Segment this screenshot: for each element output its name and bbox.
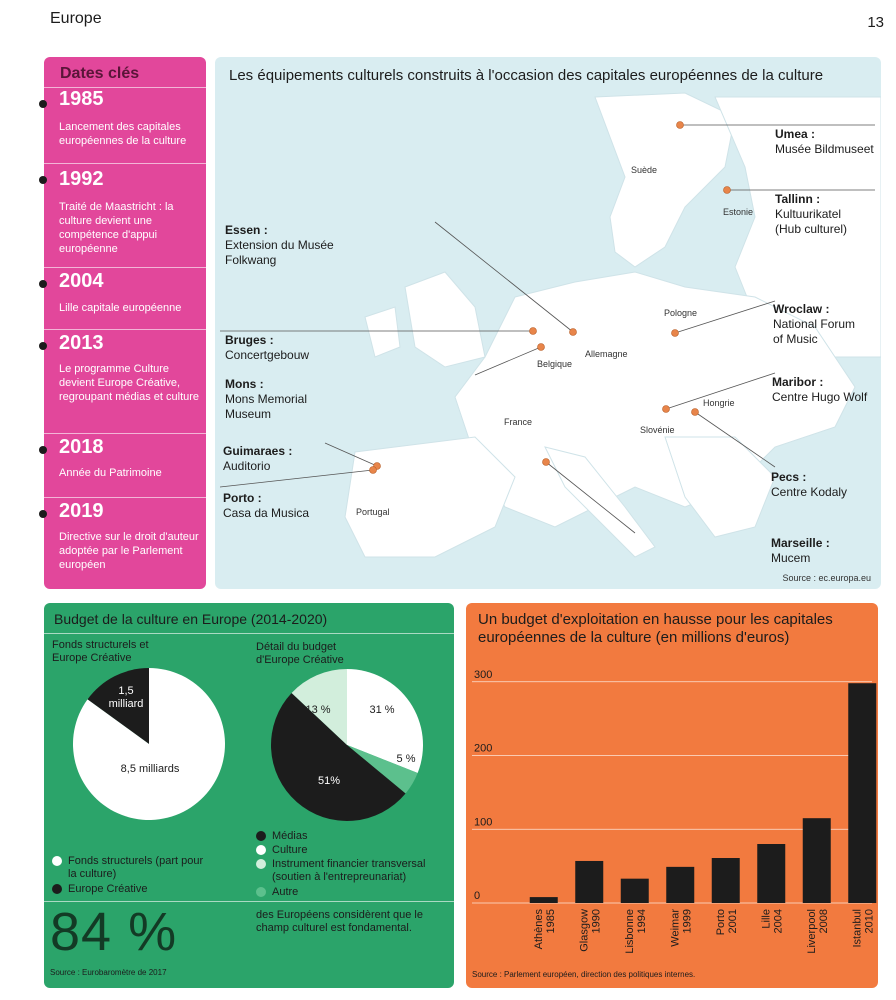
pie2: [271, 669, 423, 821]
city-essen-venue: Extension du Musée Folkwang: [225, 238, 334, 267]
country-label: Belgique: [537, 359, 573, 369]
bar-xlabel-city: Istanbul: [851, 909, 864, 948]
bar-7: [848, 683, 876, 903]
bar-source: Source : Parlement européen, direction des politiques internes.: [472, 970, 696, 979]
legend2-medias: Médias: [272, 830, 308, 842]
bar-xlabel-city: Weimar: [669, 909, 682, 947]
timeline-panel: [44, 57, 206, 589]
legend2-ift: Instrument financier transversal (soutien à l'entrepreunariat): [272, 858, 426, 883]
stat-desc: des Européens considèrent que le champ culturel est fondamental.: [256, 909, 423, 934]
bar-6: [803, 818, 831, 903]
country-label: Estonie: [723, 207, 754, 217]
timeline-dot: [39, 446, 47, 454]
city-umea-name: Umea :: [775, 127, 816, 141]
land-scandinavia: [595, 93, 735, 267]
city-wroclaw-venue: National Forum of Music: [773, 317, 856, 346]
country-label: Pologne: [664, 308, 698, 318]
bar-xlabel-city: Porto: [714, 909, 727, 936]
bar-1: [575, 861, 603, 903]
country-label: Hongrie: [703, 398, 735, 408]
map-title: Les équipements culturels construits à l'occasion des capitales européennes de la culture: [229, 67, 824, 84]
country-label: Slovénie: [640, 425, 675, 435]
bar-xlabel-year: 2001: [726, 909, 739, 934]
land-iberia: [345, 437, 515, 557]
legend1-ec: Europe Créative: [68, 883, 148, 895]
page-header: Europe: [50, 10, 102, 27]
timeline-title: Dates clés: [60, 65, 140, 82]
pin-marseille: [543, 459, 550, 466]
timeline-year: 2004: [59, 270, 104, 292]
country-label: Allemagne: [585, 349, 628, 359]
bar-bars: [530, 683, 877, 903]
page-number: 13: [867, 14, 884, 31]
bar-xlabel-year: 1999: [681, 909, 694, 934]
city-wroclaw-name: Wroclaw :: [773, 302, 830, 316]
city-tallinn-venue: Kultuurikatel (Hub culturel): [775, 207, 848, 236]
city-maribor-name: Maribor :: [772, 375, 824, 389]
city-mons-name: Mons :: [225, 377, 264, 391]
city-porto-venue: Casa da Musica: [223, 506, 310, 520]
pin-maribor: [663, 406, 670, 413]
city-guimaraes-name: Guimaraes :: [223, 444, 293, 458]
bar-2: [621, 879, 649, 903]
bar-ytick-label: 100: [474, 816, 493, 829]
pin-porto: [370, 467, 377, 474]
bar-ytick-label: 200: [474, 742, 493, 755]
country-label: Portugal: [356, 507, 390, 517]
timeline-year: 2018: [59, 436, 104, 458]
bar-xlabel-year: 1990: [590, 909, 603, 934]
pin-mons: [538, 344, 545, 351]
bar-xlabels: [533, 909, 876, 954]
city-maribor-venue: Centre Hugo Wolf: [772, 390, 868, 404]
timeline-entry: [44, 497, 206, 589]
map-panel: [215, 57, 881, 589]
bar-xlabel-city: Glasgow: [578, 909, 591, 952]
timeline-dot: [39, 176, 47, 184]
timeline-year: 1985: [59, 88, 104, 110]
pin-tallinn: [724, 187, 731, 194]
bar-5: [757, 844, 785, 903]
city-tallinn-name: Tallinn :: [775, 192, 821, 206]
legend2-dot-autre: [256, 887, 266, 897]
pie1-label-ec: 1,5 milliard: [108, 685, 144, 710]
land-ireland: [365, 307, 400, 357]
city-pecs-name: Pecs :: [771, 470, 807, 484]
legend2-autre: Autre: [272, 886, 299, 898]
city-guimaraes-venue: Auditorio: [223, 459, 271, 473]
timeline-dot: [39, 510, 47, 518]
pin-pecs: [692, 409, 699, 416]
land-uk: [405, 272, 485, 367]
pin-wroclaw: [672, 330, 679, 337]
bar-ytick-label: 300: [474, 668, 493, 681]
bar-panel: [466, 603, 878, 988]
legend2-dot-medias: [256, 831, 266, 841]
pie2-label-culture: 31 %: [369, 704, 395, 716]
timeline-entry: [44, 433, 206, 497]
city-bruges-name: Bruges :: [225, 333, 274, 347]
legend2-dot-culture: [256, 845, 266, 855]
timeline-desc: Lille capitale européenne: [59, 302, 182, 314]
big-stat: 84 %: [50, 902, 178, 962]
legend2-dot-ift: [256, 859, 266, 869]
city-porto-name: Porto :: [223, 491, 262, 505]
timeline-desc: Le programme Culture devient Europe Créative, regroupant médias et culture: [59, 363, 200, 403]
timeline-dot: [39, 280, 47, 288]
timeline-desc: Traité de Maastricht : la culture devient une compétence d'appui européenne: [59, 201, 174, 255]
pin-umea: [677, 122, 684, 129]
city-umea-venue: Musée Bildmuseet: [775, 142, 874, 156]
pin-essen: [570, 329, 577, 336]
timeline-year: 2019: [59, 500, 104, 522]
timeline-dot: [39, 100, 47, 108]
pie2-title: Détail du budget d'Europe Créative: [256, 641, 344, 666]
city-marseille-venue: Mucem: [771, 551, 811, 565]
budget-panel: [44, 603, 454, 988]
city-marseille-name: Marseille :: [771, 536, 830, 550]
bar-3: [666, 867, 694, 903]
pie1-label-fs: 8,5 milliards: [120, 763, 180, 775]
timeline-entry: [44, 329, 206, 433]
country-label: Suède: [631, 165, 658, 175]
bar-title: Un budget d'exploitation en hausse pour les capitales européennes de la culture (en millions d'euros): [478, 611, 833, 646]
bar-4: [712, 858, 740, 903]
timeline-desc: Directive sur le droit d'auteur adoptée par le Parlement européen: [59, 531, 199, 571]
city-mons-venue: Mons Memorial Museum: [225, 392, 308, 421]
bar-xlabel-city: Liverpool: [805, 909, 818, 954]
timeline-desc: Année du Patrimoine: [59, 467, 162, 479]
bar-xlabel-year: 1985: [544, 909, 557, 934]
legend2-culture: Culture: [272, 844, 308, 856]
bar-xlabel-city: Athènes: [532, 909, 545, 950]
timeline-year: 1992: [59, 168, 104, 190]
city-pecs-venue: Centre Kodaly: [771, 485, 848, 499]
timeline-desc: Lancement des capitales européennes de la culture: [59, 121, 187, 147]
timeline-year: 2013: [59, 332, 104, 354]
pin-bruges: [530, 328, 537, 335]
budget-source: Source : Eurobaromètre de 2017: [50, 968, 167, 977]
timeline-entry: [44, 163, 206, 267]
city-bruges-venue: Concertgebouw: [225, 348, 310, 362]
legend1-dot-fs: [52, 856, 62, 866]
budget-title: Budget de la culture en Europe (2014-2020): [54, 611, 328, 627]
legend1-fs: Fonds structurels (part pour la culture): [68, 855, 204, 880]
pie2-label-medias: 51%: [317, 775, 341, 787]
bar-xlabel-year: 1994: [635, 909, 648, 934]
bar-xlabel-year: 2008: [817, 909, 830, 934]
timeline-entry: [44, 267, 206, 329]
pie1-title: Fonds structurels et Europe Créative: [52, 639, 149, 664]
bar-ytick-label: 0: [474, 890, 481, 902]
timeline-entry: [44, 87, 206, 163]
legend1-dot-ec: [52, 884, 62, 894]
pie2-label-ift: 5 %: [396, 753, 416, 765]
city-essen-name: Essen :: [225, 223, 268, 237]
bar-chart-svg: [466, 603, 878, 988]
timeline-dot: [39, 342, 47, 350]
bar-xlabel-city: Lille: [760, 909, 773, 929]
bar-xlabel-year: 2010: [863, 909, 876, 934]
map-source: Source : ec.europa.eu: [782, 573, 871, 583]
pie1: [73, 668, 225, 820]
bar-xlabel-year: 2004: [772, 909, 785, 934]
pie2-label-autre: 13 %: [305, 704, 331, 716]
bar-0: [530, 897, 558, 903]
bar-xlabel-city: Lisbonne: [623, 909, 636, 954]
country-label: France: [504, 417, 533, 427]
